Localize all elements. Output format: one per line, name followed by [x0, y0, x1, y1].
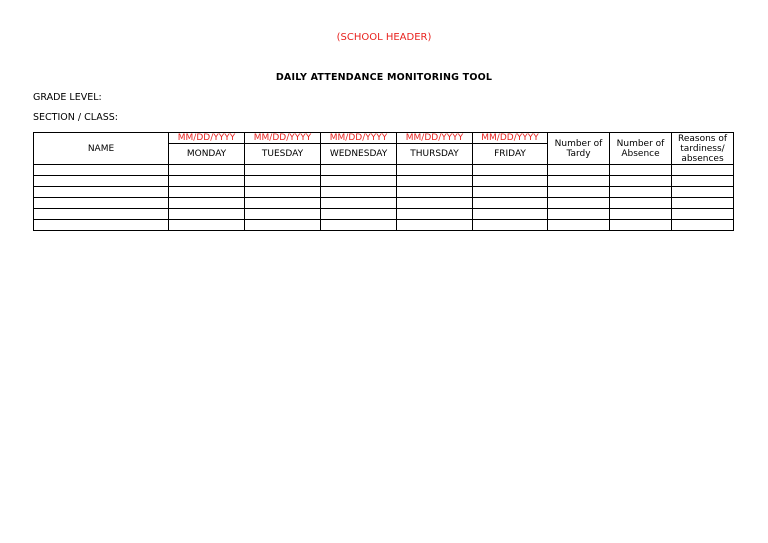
friday-date-placeholder: MM/DD/YYYY: [473, 133, 548, 144]
wednesday-date-placeholder: MM/DD/YYYY: [321, 133, 397, 144]
tardy-column-header: Number of Tardy: [548, 133, 610, 165]
tuesday-header: TUESDAY: [245, 144, 321, 165]
table-row: [34, 198, 734, 209]
thursday-header: THURSDAY: [397, 144, 473, 165]
table-row: [34, 187, 734, 198]
table-row: [34, 176, 734, 187]
thursday-date-placeholder: MM/DD/YYYY: [397, 133, 473, 144]
friday-header: FRIDAY: [473, 144, 548, 165]
table-row: [34, 165, 734, 176]
absence-column-header: Number of Absence: [610, 133, 672, 165]
tuesday-date-placeholder: MM/DD/YYYY: [245, 133, 321, 144]
grade-level-label: GRADE LEVEL:: [33, 92, 102, 103]
table-row: [34, 209, 734, 220]
monday-date-placeholder: MM/DD/YYYY: [169, 133, 245, 144]
document-title: DAILY ATTENDANCE MONITORING TOOL: [275, 72, 493, 83]
section-class-label: SECTION / CLASS:: [33, 112, 118, 123]
monday-header: MONDAY: [169, 144, 245, 165]
school-header: (SCHOOL HEADER): [336, 32, 432, 43]
table-row: [34, 220, 734, 231]
attendance-table: [33, 132, 734, 231]
reasons-column-header: Reasons of tardiness/ absences: [672, 133, 734, 165]
name-column-header: NAME: [34, 133, 169, 165]
wednesday-header: WEDNESDAY: [321, 144, 397, 165]
